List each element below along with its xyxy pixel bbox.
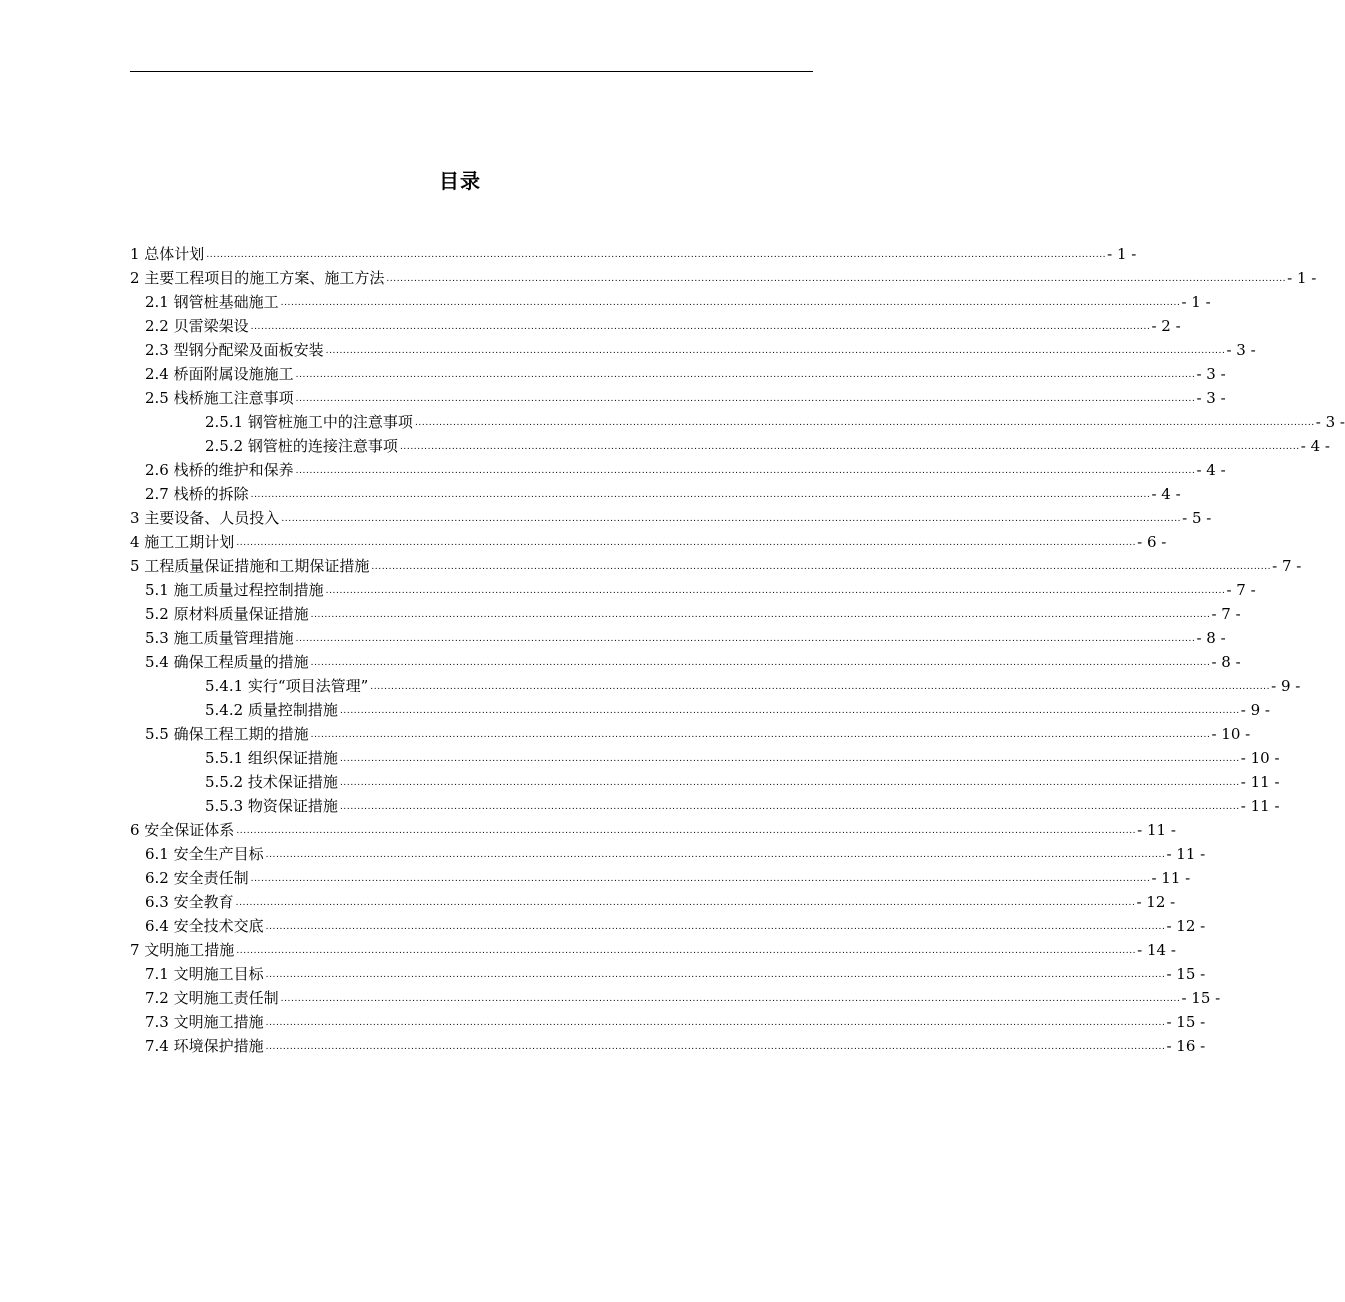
toc-dot-leader: .................................................................................................................................................................................................................................................................... [236, 946, 1137, 956]
toc-entry-label: 2 主要工程项目的施工方案、施工方法 [130, 269, 385, 287]
toc-dot-leader: .................................................................................................................................................................................................................................................................... [339, 802, 1240, 812]
toc-entry-page: - 15 - [1181, 989, 1221, 1007]
toc-entry-label: 4 施工工期计划 [130, 533, 235, 551]
toc-dot-leader: .................................................................................................................................................................................................................................................................... [371, 562, 1272, 572]
toc-entry[interactable] [130, 360, 1226, 384]
toc-entry[interactable] [130, 288, 1211, 312]
toc-dot-leader: .................................................................................................................................................................................................................................................................... [235, 898, 1136, 908]
toc-entry-page: - 8 - [1211, 653, 1241, 671]
toc-entry-page: - 6 - [1137, 533, 1167, 551]
toc-entry-page: - 11 - [1166, 845, 1206, 863]
toc-dot-leader: .................................................................................................................................................................................................................................................................... [280, 994, 1181, 1004]
toc-entry[interactable] [130, 624, 1226, 648]
toc-dot-leader: .................................................................................................................................................................................................................................................................... [250, 874, 1151, 884]
toc-entry[interactable] [130, 504, 1212, 528]
toc-entry-page: - 11 - [1137, 821, 1176, 839]
toc-entry[interactable] [130, 912, 1206, 936]
toc-dot-leader: .................................................................................................................................................................................................................................................................... [250, 322, 1151, 332]
toc-entry-page: - 7 - [1226, 581, 1256, 599]
toc-entry-label: 2.2 贝雷梁架设 [145, 317, 249, 335]
toc-dot-leader: .................................................................................................................................................................................................................................................................... [386, 274, 1287, 284]
toc-dot-leader: .................................................................................................................................................................................................................................................................... [265, 1042, 1166, 1052]
toc-title: 目录 [439, 169, 481, 193]
toc-entry-page: - 14 - [1137, 941, 1176, 959]
toc-entry-label: 7.1 文明施工目标 [145, 965, 264, 983]
toc-entry[interactable] [130, 528, 1167, 552]
toc-entry-label: 7.4 环境保护措施 [145, 1037, 264, 1055]
toc-dot-leader: .................................................................................................................................................................................................................................................................... [325, 346, 1226, 356]
toc-entry-label: 7.2 文明施工责任制 [145, 989, 279, 1007]
toc-dot-leader: .................................................................................................................................................................................................................................................................... [250, 490, 1151, 500]
toc-entry-label: 6.2 安全责任制 [145, 869, 249, 887]
toc-entry-label: 5.4.2 质量控制措施 [205, 701, 338, 719]
toc-dot-leader: .................................................................................................................................................................................................................................................................... [339, 778, 1240, 788]
toc-entry-page: - 1 - [1107, 245, 1137, 263]
toc-entry-page: - 4 - [1300, 437, 1330, 455]
toc-entry[interactable] [130, 240, 1137, 264]
toc-entry-label: 2.6 栈桥的维护和保养 [145, 461, 294, 479]
toc-entry-page: - 1 - [1287, 269, 1317, 287]
toc-dot-leader: .................................................................................................................................................................................................................................................................... [310, 610, 1211, 620]
toc-dot-leader: .................................................................................................................................................................................................................................................................... [236, 826, 1137, 836]
toc-entry-label: 5.5.2 技术保证措施 [205, 773, 338, 791]
toc-entry[interactable] [130, 384, 1226, 408]
toc-entry-label: 6.3 安全教育 [145, 893, 234, 911]
toc-entry[interactable] [130, 576, 1256, 600]
toc-dot-leader: .................................................................................................................................................................................................................................................................... [295, 394, 1196, 404]
toc-entry-label: 6.1 安全生产目标 [145, 845, 264, 863]
toc-dot-leader: .................................................................................................................................................................................................................................................................... [295, 370, 1196, 380]
toc-entry[interactable] [130, 744, 1280, 768]
toc-entry-page: - 1 - [1181, 293, 1211, 311]
toc-entry-label: 2.5.2 钢管桩的连接注意事项 [205, 437, 398, 455]
toc-entry-page: - 7 - [1211, 605, 1241, 623]
toc-entry-label: 5.5 确保工程工期的措施 [145, 725, 309, 743]
header-rule [130, 71, 813, 72]
toc-entry-page: - 4 - [1196, 461, 1226, 479]
toc-entry-label: 7 文明施工措施 [130, 941, 235, 959]
toc-entry-page: - 11 - [1151, 869, 1191, 887]
toc-entry-page: - 11 - [1240, 773, 1280, 791]
toc-dot-leader: .................................................................................................................................................................................................................................................................... [295, 634, 1196, 644]
toc-entry-label: 2.5 栈桥施工注意事项 [145, 389, 294, 407]
toc-entry[interactable] [130, 1008, 1206, 1032]
toc-dot-leader: .................................................................................................................................................................................................................................................................... [265, 970, 1166, 980]
toc-entry-page: - 4 - [1151, 485, 1181, 503]
toc-entry[interactable] [130, 456, 1226, 480]
toc-entry-label: 2.7 栈桥的拆除 [145, 485, 249, 503]
toc-entry[interactable] [130, 432, 1330, 456]
toc-entry-page: - 9 - [1240, 701, 1270, 719]
toc-entry-page: - 2 - [1151, 317, 1181, 335]
toc-entry-label: 2.5.1 钢管桩施工中的注意事项 [205, 413, 413, 431]
toc-entry-label: 5.5.1 组织保证措施 [205, 749, 338, 767]
toc-entry-page: - 10 - [1211, 725, 1251, 743]
toc-entry[interactable] [130, 720, 1251, 744]
toc-entry-page: - 10 - [1240, 749, 1280, 767]
toc-dot-leader: .................................................................................................................................................................................................................................................................... [295, 466, 1196, 476]
toc-entry-page: - 8 - [1196, 629, 1226, 647]
toc-entry[interactable] [130, 600, 1241, 624]
toc-entry-label: 2.4 桥面附属设施施工 [145, 365, 294, 383]
toc-entry[interactable] [130, 264, 1317, 288]
toc-dot-leader: .................................................................................................................................................................................................................................................................... [414, 418, 1315, 428]
toc-dot-leader: .................................................................................................................................................................................................................................................................... [280, 298, 1181, 308]
toc-dot-leader: .................................................................................................................................................................................................................................................................... [236, 538, 1137, 548]
toc-entry[interactable] [130, 552, 1302, 576]
toc-entry[interactable] [130, 1032, 1206, 1056]
toc-entry-page: - 12 - [1136, 893, 1176, 911]
toc-dot-leader: .................................................................................................................................................................................................................................................................... [339, 706, 1240, 716]
toc-entry-label: 6.4 安全技术交底 [145, 917, 264, 935]
toc-dot-leader: .................................................................................................................................................................................................................................................................... [265, 1018, 1166, 1028]
toc-dot-leader: .................................................................................................................................................................................................................................................................... [370, 682, 1271, 692]
toc-entry-label: 5.2 原材料质量保证措施 [145, 605, 309, 623]
toc-entry-page: - 9 - [1271, 677, 1301, 695]
toc-entry-page: - 3 - [1226, 341, 1256, 359]
toc-dot-leader: .................................................................................................................................................................................................................................................................... [339, 754, 1240, 764]
toc-entry[interactable] [130, 816, 1176, 840]
toc-entry-label: 5 工程质量保证措施和工期保证措施 [130, 557, 370, 575]
toc-entry-label: 2.1 钢管桩基础施工 [145, 293, 279, 311]
toc-entry[interactable] [130, 984, 1221, 1008]
toc-entry-page: - 15 - [1166, 965, 1206, 983]
toc-dot-leader: .................................................................................................................................................................................................................................................................... [399, 442, 1300, 452]
toc-dot-leader: .................................................................................................................................................................................................................................................................... [310, 658, 1211, 668]
toc-entry[interactable] [130, 336, 1256, 360]
toc-entry[interactable] [130, 312, 1181, 336]
toc-entry-page: - 7 - [1272, 557, 1302, 575]
toc-entry-label: 5.4.1 实行“项目法管理” [205, 677, 369, 695]
toc-entry-label: 7.3 文明施工措施 [145, 1013, 264, 1031]
toc-entry[interactable] [130, 960, 1206, 984]
toc-entry[interactable] [130, 840, 1206, 864]
toc-entry-label: 3 主要设备、人员投入 [130, 509, 280, 527]
toc-entry[interactable] [130, 480, 1181, 504]
toc-dot-leader: .................................................................................................................................................................................................................................................................... [265, 850, 1166, 860]
toc-entry[interactable] [130, 888, 1176, 912]
toc-entry-page: - 16 - [1166, 1037, 1206, 1055]
toc-entry-page: - 11 - [1240, 797, 1280, 815]
toc-entry[interactable] [130, 936, 1176, 960]
toc-dot-leader: .................................................................................................................................................................................................................................................................... [206, 250, 1107, 260]
toc-entry[interactable] [130, 672, 1301, 696]
toc-entry-page: - 3 - [1196, 365, 1226, 383]
toc-entry-label: 6 安全保证体系 [130, 821, 235, 839]
toc-dot-leader: .................................................................................................................................................................................................................................................................... [310, 730, 1211, 740]
toc-dot-leader: .................................................................................................................................................................................................................................................................... [325, 586, 1226, 596]
toc-dot-leader: .................................................................................................................................................................................................................................................................... [281, 514, 1182, 524]
toc-entry-label: 2.3 型钢分配梁及面板安装 [145, 341, 324, 359]
toc-entry[interactable] [130, 408, 1345, 432]
toc-entry-label: 5.3 施工质量管理措施 [145, 629, 294, 647]
toc-dot-leader: .................................................................................................................................................................................................................................................................... [265, 922, 1166, 932]
toc-entry-label: 1 总体计划 [130, 245, 205, 263]
toc-entry-page: - 5 - [1182, 509, 1212, 527]
toc-entry[interactable] [130, 768, 1280, 792]
toc-entry[interactable] [130, 696, 1270, 720]
toc-entry[interactable] [130, 792, 1280, 816]
toc-entry-page: - 3 - [1315, 413, 1345, 431]
toc-entry-label: 5.5.3 物资保证措施 [205, 797, 338, 815]
toc-entry-page: - 3 - [1196, 389, 1226, 407]
toc-entry-page: - 15 - [1166, 1013, 1206, 1031]
toc-entry-label: 5.4 确保工程质量的措施 [145, 653, 309, 671]
toc-entry-page: - 12 - [1166, 917, 1206, 935]
table-of-contents [130, 240, 1345, 1056]
toc-entry-label: 5.1 施工质量过程控制措施 [145, 581, 324, 599]
toc-entry[interactable] [130, 864, 1191, 888]
toc-entry[interactable] [130, 648, 1241, 672]
